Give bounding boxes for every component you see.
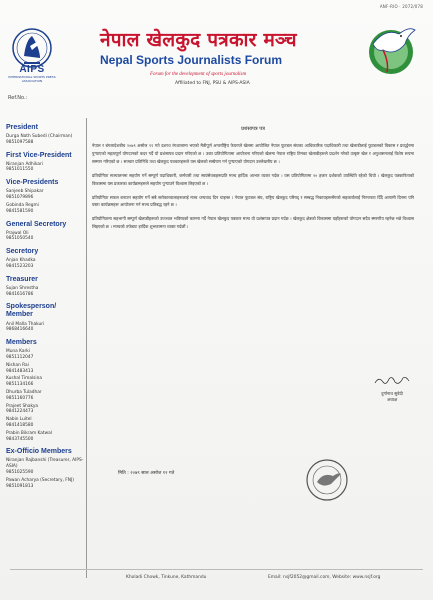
footer-address: Kholadi Chowk, Tinkune, Kathmandu	[126, 575, 207, 580]
letter-paragraph: नेपाल र बंगलादेशबीच २०७९ असोज ११ गते दशरथ रंगशालामा भएको मैत्रीपूर्ण अन्तर्राष्ट्रिय फेयरप्ले खेलमा आयोजित नेपाल फुटबल संघका आधिकारिक पदाधिकारी तथा खेलाडीलाई फुटबलको विकास र प्रवर्द्धनमा पुर्‍याएको महत्वपूर्ण योगदानको कदर गर्दै यो प्रशंसापत्र प्रदान गरिएको छ । उक्त प्रतियोगितामा आयोजना गरिएको खेलमा नेपाल राष्ट्रिय टिमका खेलाडीहरूले प्रदर्शन गरेको उत्कृष्ट खेल र अनुशासनलाई विशेष रूपमा सम्मान गरिएको छ । सञ्चार प्रतिनिधि तथा खेलकुद पत्रकारहरूले यस खेलको सम्प्रेषण गर्न पुर्‍याएको योगदान उल्लेखनीय छ ।	[92, 143, 414, 164]
sidebar-person-phone: 9841224473	[6, 409, 34, 415]
sidebar-person-name: Nishan Rai	[6, 362, 29, 368]
sidebar-role-heading: First Vice-President	[6, 151, 72, 159]
sidebar-person-name: Prabin Bikram Katwal	[6, 430, 52, 436]
aips-logo-name: AIPS	[19, 64, 45, 75]
sidebar-person-name: Gobinda Regmi	[6, 202, 39, 208]
dove-emblem-icon	[365, 22, 417, 80]
footer-contact: Email: nsjf2052@gmail.com, Website: www.nsjf.org	[268, 575, 381, 580]
sidebar-person-name: Pawan Acharya (Secretary, FNJ)	[6, 477, 74, 483]
sidebar-role-heading: Ex-Officio Members	[6, 448, 72, 456]
sidebar-person-phone: 9851097588	[6, 139, 34, 145]
signatory-name: दुर्गानाथ सुवेदी	[381, 391, 403, 396]
letter-paragraph: प्रतियोगिता सञ्चालनमा सहयोग गर्ने सम्पूर्ण पदाधिकारी, कर्मचारी तथा स्वयंसेवकहरूप्रति मञ्च हार्दिक आभार व्यक्त गर्दछ । यस प्रतियोगितामा २० हजार दर्शकको उपस्थिति रहेको थियो । खेलकुद पत्रकारिताको विकासमा यस प्रकारका कार्यक्रमहरूले सहयोग पुर्‍याउने विश्वास लिइएको छ ।	[92, 172, 414, 186]
sidebar-person-phone: 9841418580	[6, 422, 34, 428]
sidebar-person-name: Niranjan Rajbanshi (Treasurer, AIPS-ASIA)	[6, 458, 84, 470]
forum-affiliation: Affiliated to FNJ, PSU & AIPS-ASIA	[175, 81, 250, 86]
sidebar-person-name: Prajwal Oli	[6, 230, 29, 236]
sidebar-role-heading: Vice-Presidents	[6, 179, 59, 187]
sidebar-person-name: Anjan Khadka	[6, 258, 36, 264]
sidebar-person-phone: 9851079896	[6, 195, 34, 201]
forum-title-english: Nepal Sports Journalists Forum	[100, 53, 283, 67]
sidebar-role-heading: General Secretory	[6, 220, 67, 228]
letter-title: प्रशंसापत्र पत्र	[241, 126, 265, 132]
top-right-reference: ANF-RIO · 2072/078	[379, 4, 423, 9]
sidebar-person-name: Muna Karki	[6, 349, 30, 355]
forum-seal-icon	[305, 458, 349, 502]
sidebar-person-name: Niranjan Adhikari	[6, 161, 43, 167]
sidebar-person-phone: 9851091813	[6, 483, 34, 489]
aips-logo-subtitle: INTERNATIONAL SPORTS PRESS ASSOCIATION	[8, 75, 56, 83]
sidebar-person-name: Prajeet Shakya	[6, 403, 39, 409]
forum-title-nepali: नेपाल खेलकुद पत्रकार मञ्च	[100, 29, 297, 51]
sidebar-person-phone: 9843745500	[6, 436, 34, 442]
sidebar-role-heading: President	[6, 124, 38, 131]
sidebar-person-phone: 9851112047	[6, 354, 34, 360]
sidebar-person-phone: 9851160776	[6, 395, 34, 401]
sidebar-divider	[86, 118, 87, 578]
signature-block	[370, 372, 414, 403]
forum-tagline: Forum for the development of sports journalism	[150, 72, 247, 77]
sidebar-person-phone: 9841483413	[6, 368, 34, 374]
letter-body	[92, 122, 414, 237]
sidebar-person-phone: 9851134166	[6, 382, 34, 388]
office-bearers-sidebar	[6, 118, 84, 584]
sidebar-person-phone: 9841523203	[6, 264, 34, 269]
sidebar-person-name: Anil Malla Thakuri	[6, 321, 45, 327]
sidebar-person-phone: 9851011550	[6, 167, 34, 173]
letter-paragraph: प्रतियोगितामा सहभागी सम्पूर्ण खेलाडीहरूको उज्ज्वल भविष्यको कामना गर्दै नेपाल खेलकुद पत्रकार मञ्च यो प्रशंसापत्र प्रदान गर्दछ । खेलकुद क्षेत्रको विकासमा यहाँहरूको योगदान सदैव स्मरणीय रहनेछ भन्ने विश्वास लिइएको छ । मञ्चको तर्फबाट हार्दिक शुभकामना व्यक्त गर्दछौं ।	[92, 216, 414, 230]
letter-date: मिति : २०७९ साल असोज १२ गते	[118, 471, 175, 476]
footer-divider	[10, 569, 423, 570]
sidebar-role-heading: Members	[6, 339, 37, 347]
sidebar-person-name: Sanjeeb Shipakar	[6, 189, 44, 195]
letter-paragraph: प्रतियोगिता सफल बनाउन सहयोग गर्ने सबै सरोकारवालाहरूलाई मञ्च धन्यवाद दिन चाहन्छ । नेपाल फुटबल संघ, राष्ट्रिय खेलकुद परिषद् र सम्बद्ध निकायहरूसँगको सहकार्यलाई निरन्तरता दिँदै आगामी दिनमा पनि यस्ता कार्यक्रमहरू आयोजना गर्न मञ्च प्रतिबद्ध रहने छ ।	[92, 194, 414, 208]
sidebar-role-heading: Treasurer	[6, 275, 38, 283]
sidebar-role-heading: Secretory	[6, 248, 39, 256]
sidebar-person-phone: 9868416640	[6, 327, 34, 333]
sidebar-person-name: Dhurba Tuladhar	[6, 389, 42, 395]
sidebar-person-name: Sujan Shrestha	[6, 285, 39, 291]
sidebar-person-phone: 9841616786	[6, 291, 34, 297]
sidebar-person-name: Nabin Luitel	[6, 417, 32, 423]
sidebar-person-phone: 9851025590	[6, 469, 34, 475]
sidebar-person-phone: 9841581590	[6, 208, 34, 214]
sidebar-role-heading: Spokesperson/ Member	[6, 303, 57, 319]
reference-number-label: Ref.No.:	[8, 95, 28, 101]
sidebar-person-name: Durga Nath Subedi (Chairman)	[6, 134, 73, 140]
sidebar-person-phone: 9851050540	[6, 236, 34, 242]
signature-icon	[373, 374, 411, 387]
sidebar-person-name: Kushal Timalsina	[6, 376, 42, 382]
signatory-role: अध्यक्ष	[386, 397, 398, 402]
